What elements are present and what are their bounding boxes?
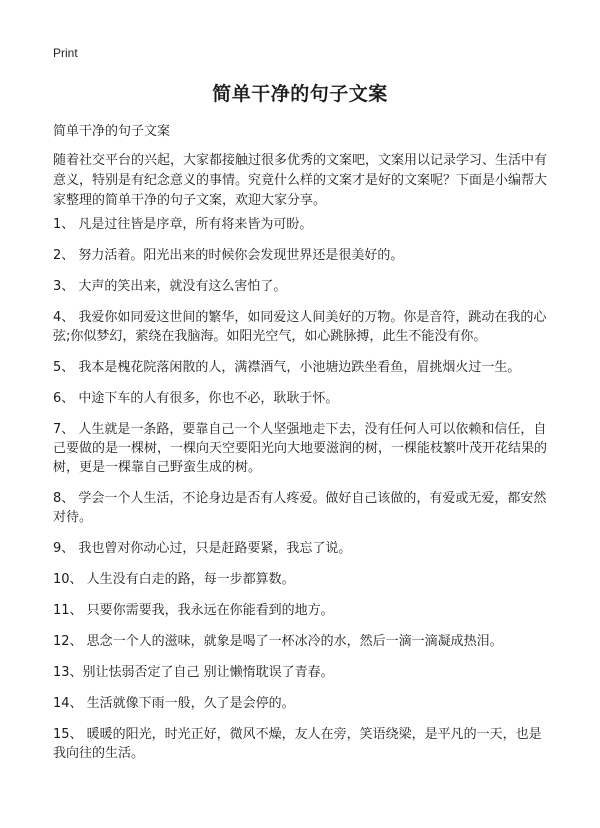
list-item: 15、 暖暖的阳光，时光正好，微风不燥，友人在旁，笑语绕梁，是平凡的一天，也是我向往的生活。 — [53, 727, 542, 761]
list-item: 6、 中途下车的人有很多，你也不必，耿耿于怀。 — [53, 391, 339, 406]
list-item: 8、 学会一个人生活，不论身边是否有人疼爱。做好自己该做的，有爱或无爱，都安然对待。 — [53, 491, 547, 525]
list-item: 1、 凡是过往皆是序章，所有将来皆为可盼。 — [53, 217, 313, 232]
print-link[interactable]: Print — [53, 46, 78, 60]
list-item: 10、 人生没有白走的路，每一步都算数。 — [53, 572, 295, 587]
list-item: 5、 我本是槐花院落闲散的人，满襟酒气，小池塘边跌坐看鱼，眉挑烟火过一生。 — [53, 360, 521, 375]
list-item: 4、 我爱你如同爱这世间的繁华，如同爱这人间美好的万物。你是音符，跳动在我的心弦;你似梦幻，萦绕在我脑海。如阳光空气，如心跳脉搏，此生不能没有你。 — [53, 310, 547, 344]
list-item: 14、 生活就像下雨一般，久了是会停的。 — [53, 696, 295, 711]
quote-list — [53, 215, 553, 775]
list-item: 2、 努力活着。阳光出来的时候你会发现世界还是很美好的。 — [53, 248, 404, 263]
list-item: 11、 只要你需要我，我永远在你能看到的地方。 — [53, 603, 334, 618]
list-item: 3、 大声的笑出来，就没有这么害怕了。 — [53, 279, 287, 294]
list-item: 9、 我也曾对你动心过，只是赶路要紧，我忘了说。 — [53, 541, 352, 556]
article-subtitle: 简单干净的句子文案 — [53, 124, 171, 139]
intro-paragraph: 随着社交平台的兴起，大家都接触过很多优秀的文案吧，文案用以记录学习、生活中有意义，特别是有纪念意义的事情。究竟什么样的文案才是好的文案呢？下面是小编帮大家整理的简单干净的句子文案，欢迎大家分享。 — [53, 153, 548, 208]
list-item: 7、 人生就是一条路，要靠自己一个人坚强地走下去，没有任何人可以依赖和信任，自己要做的是一棵树，一棵向天空要阳光向大地要滋润的树，一棵能枝繁叶茂开花结果的树，更是一棵靠自己野蛮生成的树。 — [53, 422, 548, 475]
page-title: 简单干净的句子文案 — [212, 83, 388, 105]
list-item: 12、 思念一个人的滋味，就象是喝了一杯冰冷的水，然后一滴一滴凝成热泪。 — [53, 634, 503, 649]
list-item: 13、别让怯弱否定了自己 别让懒惰耽误了青春。 — [53, 665, 334, 680]
